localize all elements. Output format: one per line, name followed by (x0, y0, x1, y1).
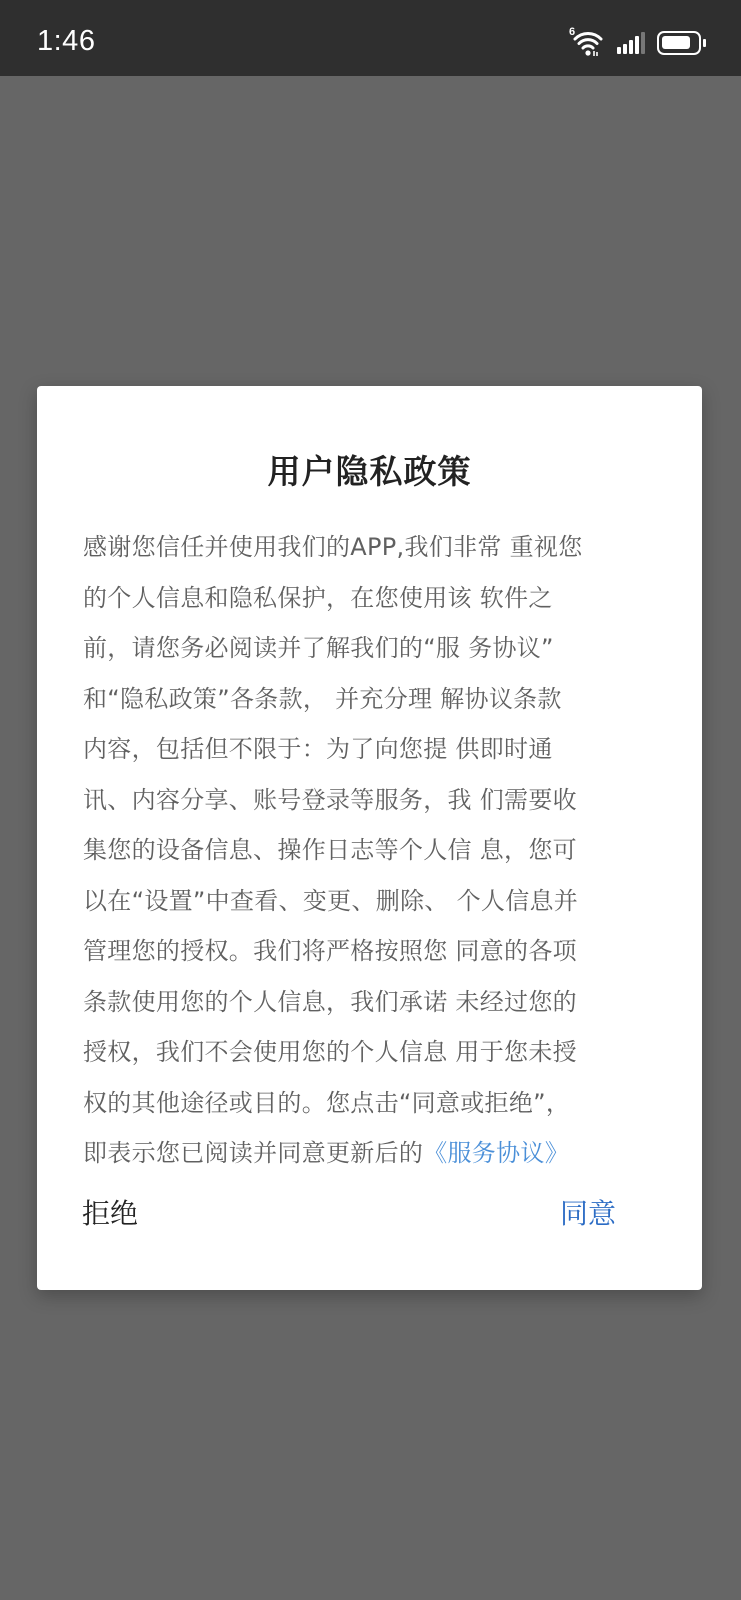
dialog-title: 用户隐私政策 (267, 452, 472, 491)
battery-icon (657, 31, 701, 55)
agree-button[interactable]: 同意 (560, 1192, 616, 1232)
body-line: 条款使用您的个人信息，我们承诺 未经过您的 (83, 987, 577, 1016)
body-line: 管理您的授权。我们将严格按照您 同意的各项 (83, 937, 577, 965)
privacy-policy-dialog (37, 386, 702, 1290)
body-line: 授权，我们不会使用您的个人信息 用于您未授 (83, 1038, 577, 1066)
body-last-prefix: 即表示您已阅读并同意更新后的 (83, 1139, 424, 1167)
status-time: 1:46 (37, 25, 96, 57)
dialog-body-scroll[interactable] (83, 522, 613, 1167)
body-line: 和“隐私政策”各条款， 并充分理 解协议条款 (83, 684, 562, 713)
status-bar (0, 0, 741, 76)
body-line: 集您的设备信息、操作日志等个人信 息，您可 (83, 836, 577, 864)
body-line: 的个人信息和隐私保护，在您使用该 软件之 (83, 583, 553, 612)
body-line-last (83, 1128, 613, 1179)
status-icons (571, 28, 701, 58)
signal-icon (617, 32, 645, 54)
body-line: 感谢您信任并使用我们的APP,我们非常 重视您 (83, 533, 583, 561)
service-agreement-link[interactable]: 《服务协议》 (423, 1139, 570, 1167)
body-line: 讯、内容分享、账号登录等服务，我 们需要收 (83, 785, 577, 814)
body-line: 以在“设置”中查看、变更、删除、 个人信息并 (83, 886, 579, 915)
dialog-footer (37, 1192, 702, 1232)
wifi-icon (569, 26, 605, 57)
body-line: 前，请您务必阅读并了解我们的“服 务协议” (83, 634, 554, 662)
body-line: 权的其他途径或目的。您点击“同意或拒绝”， (83, 1088, 571, 1117)
dialog-body-text (83, 522, 613, 1179)
body-line: 内容，包括但不限于：为了向您提 供即时通 (83, 735, 553, 763)
wifi-badge: 6 (569, 26, 576, 38)
reject-button[interactable]: 拒绝 (82, 1192, 138, 1232)
